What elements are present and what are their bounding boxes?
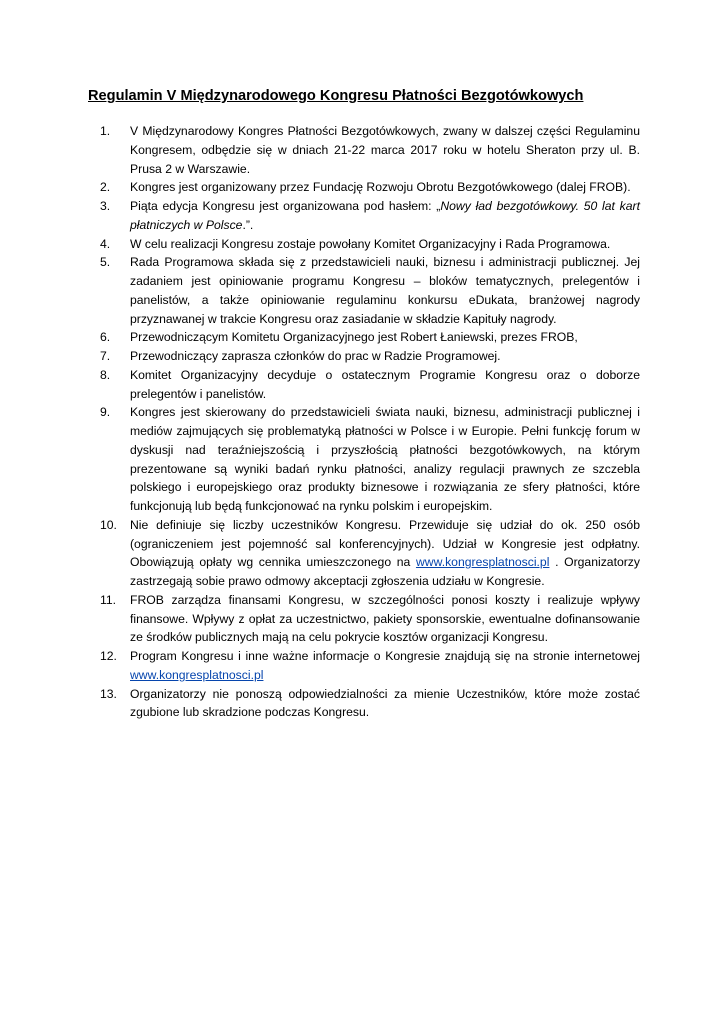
rule-text: Rada Programowa składa się z przedstawicieli nauki, biznesu i administracji publicznej. Jej zadaniem jest opiniowanie programu Kongresu – bloków tematycznych, prelegentów i panelistów, a także opiniowanie regulaminu konkursu eDukata, branżowej nagrody przyznawanej w trakcie Kongresu oraz zasiadanie w składzie Kapituły nagrody. xyxy=(130,255,640,326)
rule-number: 4. xyxy=(100,236,111,251)
rule-number: 5. xyxy=(100,255,111,270)
rule-text: V Międzynarodowy Kongres Płatności Bezgotówkowych, zwany w dalszej części Regulaminu Kongresem, odbędzie się w dniach 21-22 marca 2017 roku w hotelu Sheraton przy ul. B. Prusa 2 w Warszawie. xyxy=(130,124,640,176)
rule-text-before: Piąta edycja Kongresu jest organizowana pod hasłem: „ xyxy=(130,199,441,213)
rule-number: 10. xyxy=(100,517,117,532)
rule-number: 2. xyxy=(100,180,111,195)
rule-text-after: . Organizatorzy zastrzegają sobie prawo odmowy akceptacji zgłoszenia udziału w Kongresie. xyxy=(130,555,640,588)
rule-number: 13. xyxy=(100,686,117,701)
rule-item-1 xyxy=(88,122,640,178)
rule-number: 9. xyxy=(100,405,111,420)
rule-number: 6. xyxy=(100,330,111,345)
rule-text: Komitet Organizacyjny decyduje o ostatecznym Programie Kongresu oraz o doborze prelegentów i panelistów. xyxy=(130,367,640,401)
rule-text: FROB zarządza finansami Kongresu, w szczególności ponosi koszty i realizuje wpływy finansowe. Wpływy z opłat za uczestnictwo, pakiety sponsorskie, ewentualne dofinansowanie ze środków publicznych mają na celu pokrycie kosztów organizacji Kongresu. xyxy=(130,592,640,645)
rule-text: Przewodniczącym Komitetu Organizacyjnego jest Robert Łaniewski, prezes FROB, xyxy=(130,330,578,345)
rule-item-12 xyxy=(88,647,640,685)
rules-list xyxy=(88,122,640,722)
rule-item-10 xyxy=(88,516,640,591)
rule-number: 7. xyxy=(100,349,111,363)
rule-item-2 xyxy=(88,178,640,197)
congress-slogan: Nowy ład bezgotówkowy. 50 lat kart płatniczych w Polsce xyxy=(130,199,640,232)
rule-number: 3. xyxy=(100,199,111,213)
rule-text: W celu realizacji Kongresu zostaje powołany Komitet Organizacyjny i Rada Programowa. xyxy=(130,236,611,251)
congress-website-link[interactable]: www.kongresplatnosci.pl xyxy=(130,667,264,682)
rule-item-5 xyxy=(88,253,640,328)
rule-number: 1. xyxy=(100,124,111,138)
rule-item-6 xyxy=(88,328,640,347)
rule-item-7 xyxy=(88,347,640,366)
rule-item-13 xyxy=(88,685,640,723)
rule-text-after: .”. xyxy=(242,217,254,232)
rule-item-3 xyxy=(88,197,640,235)
rule-number: 8. xyxy=(100,367,111,382)
rule-item-4 xyxy=(88,235,640,254)
document-title: Regulamin V Międzynarodowego Kongresu Płatności Bezgotówkowych xyxy=(88,88,584,104)
rule-item-9 xyxy=(88,403,640,516)
rule-text: Organizatorzy nie ponoszą odpowiedzialności za mienie Uczestników, które może zostać zgubione lub skradzione podczas Kongresu. xyxy=(130,686,640,720)
rule-text xyxy=(130,197,640,235)
rule-number: 12. xyxy=(100,649,117,663)
rule-text xyxy=(130,647,640,685)
rule-item-11 xyxy=(88,591,640,647)
rule-text: Kongres jest organizowany przez Fundację Rozwoju Obrotu Bezgotówkowego (dalej FROB). xyxy=(130,180,631,195)
rule-number: 11. xyxy=(100,592,117,607)
rule-text-before: Program Kongresu i inne ważne informacje o Kongresie znajdują się na stronie internetowej xyxy=(130,649,640,663)
rule-item-8 xyxy=(88,366,640,404)
rule-text-before: Nie definiuje się liczby uczestników Kongresu. Przewiduje się udział do ok. 250 osób (ograniczeniem jest pojemność sal konferencyjnych). Udział w Kongresie jest odpłatny. Obowiązują opłaty wg cennika umieszczonego na xyxy=(130,517,640,570)
rule-text: Przewodniczący zaprasza członków do prac w Radzie Programowej. xyxy=(130,349,501,363)
congress-website-link[interactable]: www.kongresplatnosci.pl xyxy=(415,555,550,570)
rule-text xyxy=(130,516,640,591)
rule-text: Kongres jest skierowany do przedstawicieli świata nauki, biznesu, administracji publicznej i mediów zajmujących się problematyką płatności w Polsce i w Europie. Pełni funkcję forum w dyskusji nad teraźniejszością i przyszłością płatności bezgotówkowych, na którym prezentowane są wyniki badań rynku płatności, analizy regulacji prawnych ze szczebla polskiego i europejskiego oraz produkty biznesowe i rozwiązania ze sfery płatności, które funkcjonują lub będą funkcjonować na rynku polskim i europejskim. xyxy=(130,405,640,513)
